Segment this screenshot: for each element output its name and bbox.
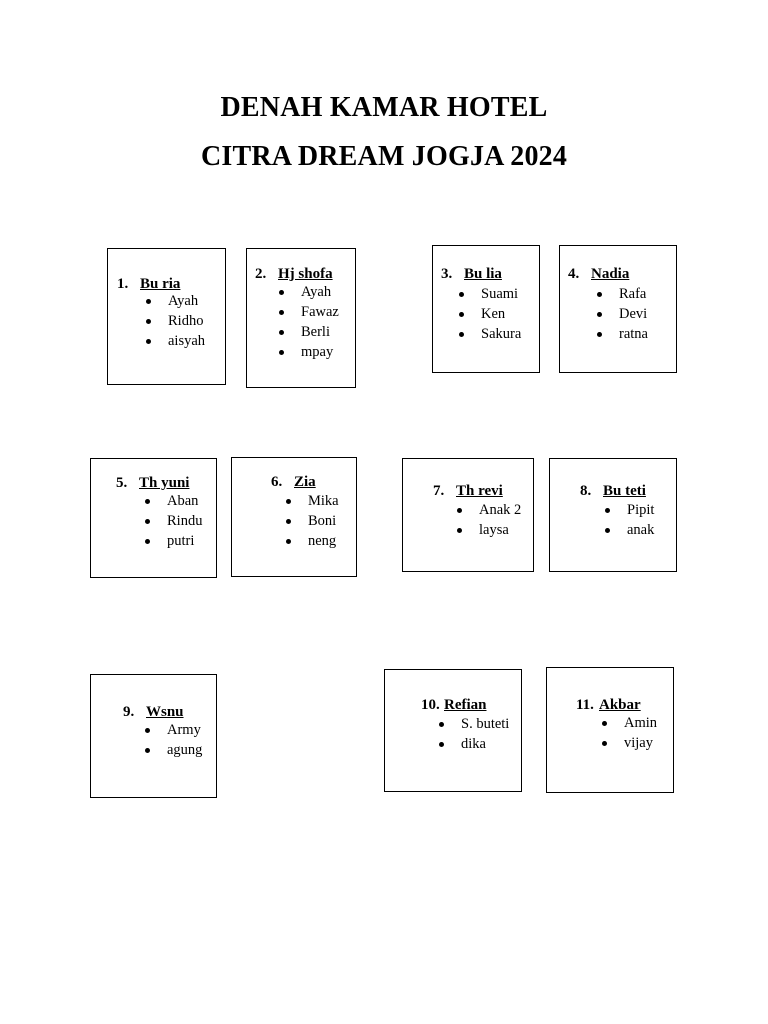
- room-heading: [421, 696, 487, 714]
- room-member-list: [600, 713, 657, 753]
- list-item: Boni: [284, 511, 339, 531]
- room-box-8: [549, 458, 677, 572]
- list-item: dika: [437, 734, 509, 754]
- room-heading: [271, 473, 316, 491]
- room-number: 10.: [421, 697, 440, 713]
- list-item: S. buteti: [437, 714, 509, 734]
- room-member-list: [457, 284, 521, 344]
- list-item: Ridho: [144, 311, 205, 331]
- room-member-list: [603, 500, 654, 540]
- room-number: 7.: [433, 483, 445, 499]
- room-number: 4.: [568, 266, 580, 282]
- list-item: Ken: [457, 304, 521, 324]
- room-heading: [576, 696, 641, 714]
- room-member-list: [143, 491, 202, 551]
- room-number: 1.: [117, 276, 129, 292]
- room-box-9: [90, 674, 217, 798]
- room-guest-name: Bu teti: [603, 483, 646, 499]
- room-guest-name: Bu lia: [464, 266, 502, 282]
- list-item: Rafa: [595, 284, 648, 304]
- room-box-1: [107, 248, 226, 385]
- room-box-2: [246, 248, 356, 388]
- room-member-list: [437, 714, 509, 754]
- list-item: neng: [284, 531, 339, 551]
- room-number: 6.: [271, 474, 283, 490]
- room-heading: [580, 482, 646, 500]
- list-item: Aban: [143, 491, 202, 511]
- room-number: 3.: [441, 266, 453, 282]
- list-item: Mika: [284, 491, 339, 511]
- room-guest-name: Bu ria: [140, 276, 181, 292]
- list-item: Fawaz: [277, 302, 339, 322]
- room-member-list: [143, 720, 202, 760]
- list-item: Ayah: [277, 282, 339, 302]
- room-guest-name: Zia: [294, 474, 316, 490]
- page-title-line1: DENAH KAMAR HOTEL: [220, 92, 548, 123]
- room-member-list: [277, 282, 339, 362]
- room-guest-name: Th revi: [456, 483, 503, 499]
- list-item: mpay: [277, 342, 339, 362]
- room-box-4: [559, 245, 677, 373]
- list-item: agung: [143, 740, 202, 760]
- page-title-line2: CITRA DREAM JOGJA 2024: [200, 141, 568, 172]
- room-heading: [116, 474, 189, 492]
- room-member-list: [284, 491, 339, 551]
- list-item: Army: [143, 720, 202, 740]
- room-heading: [123, 703, 184, 721]
- list-item: anak: [603, 520, 654, 540]
- list-item: laysa: [455, 520, 521, 540]
- list-item: Devi: [595, 304, 648, 324]
- room-guest-name: Th yuni: [139, 475, 190, 491]
- list-item: ratna: [595, 324, 648, 344]
- room-guest-name: Refian: [444, 697, 487, 713]
- room-guest-name: Akbar: [599, 697, 641, 713]
- room-number: 9.: [123, 704, 135, 720]
- list-item: aisyah: [144, 331, 205, 351]
- room-box-10: [384, 669, 522, 792]
- room-heading: [568, 265, 629, 283]
- list-item: Amin: [600, 713, 657, 733]
- room-box-11: [546, 667, 674, 793]
- room-box-6: [231, 457, 357, 577]
- list-item: Pipit: [603, 500, 654, 520]
- room-guest-name: Nadia: [591, 266, 630, 282]
- list-item: vijay: [600, 733, 657, 753]
- room-number: 2.: [255, 266, 267, 282]
- list-item: Rindu: [143, 511, 202, 531]
- room-member-list: [144, 291, 205, 351]
- room-box-5: [90, 458, 217, 578]
- room-number: 5.: [116, 475, 128, 491]
- room-guest-name: Hj shofa: [278, 266, 333, 282]
- room-box-7: [402, 458, 534, 572]
- room-number: 8.: [580, 483, 592, 499]
- list-item: Berli: [277, 322, 339, 342]
- room-heading: [255, 265, 333, 283]
- room-number: 11.: [576, 697, 594, 713]
- room-member-list: [455, 500, 521, 540]
- room-heading: [441, 265, 502, 283]
- list-item: Ayah: [144, 291, 205, 311]
- room-box-3: [432, 245, 540, 373]
- room-member-list: [595, 284, 648, 344]
- room-guest-name: Wsnu: [146, 704, 184, 720]
- list-item: Anak 2: [455, 500, 521, 520]
- list-item: putri: [143, 531, 202, 551]
- room-heading: [433, 482, 503, 500]
- list-item: Sakura: [457, 324, 521, 344]
- list-item: Suami: [457, 284, 521, 304]
